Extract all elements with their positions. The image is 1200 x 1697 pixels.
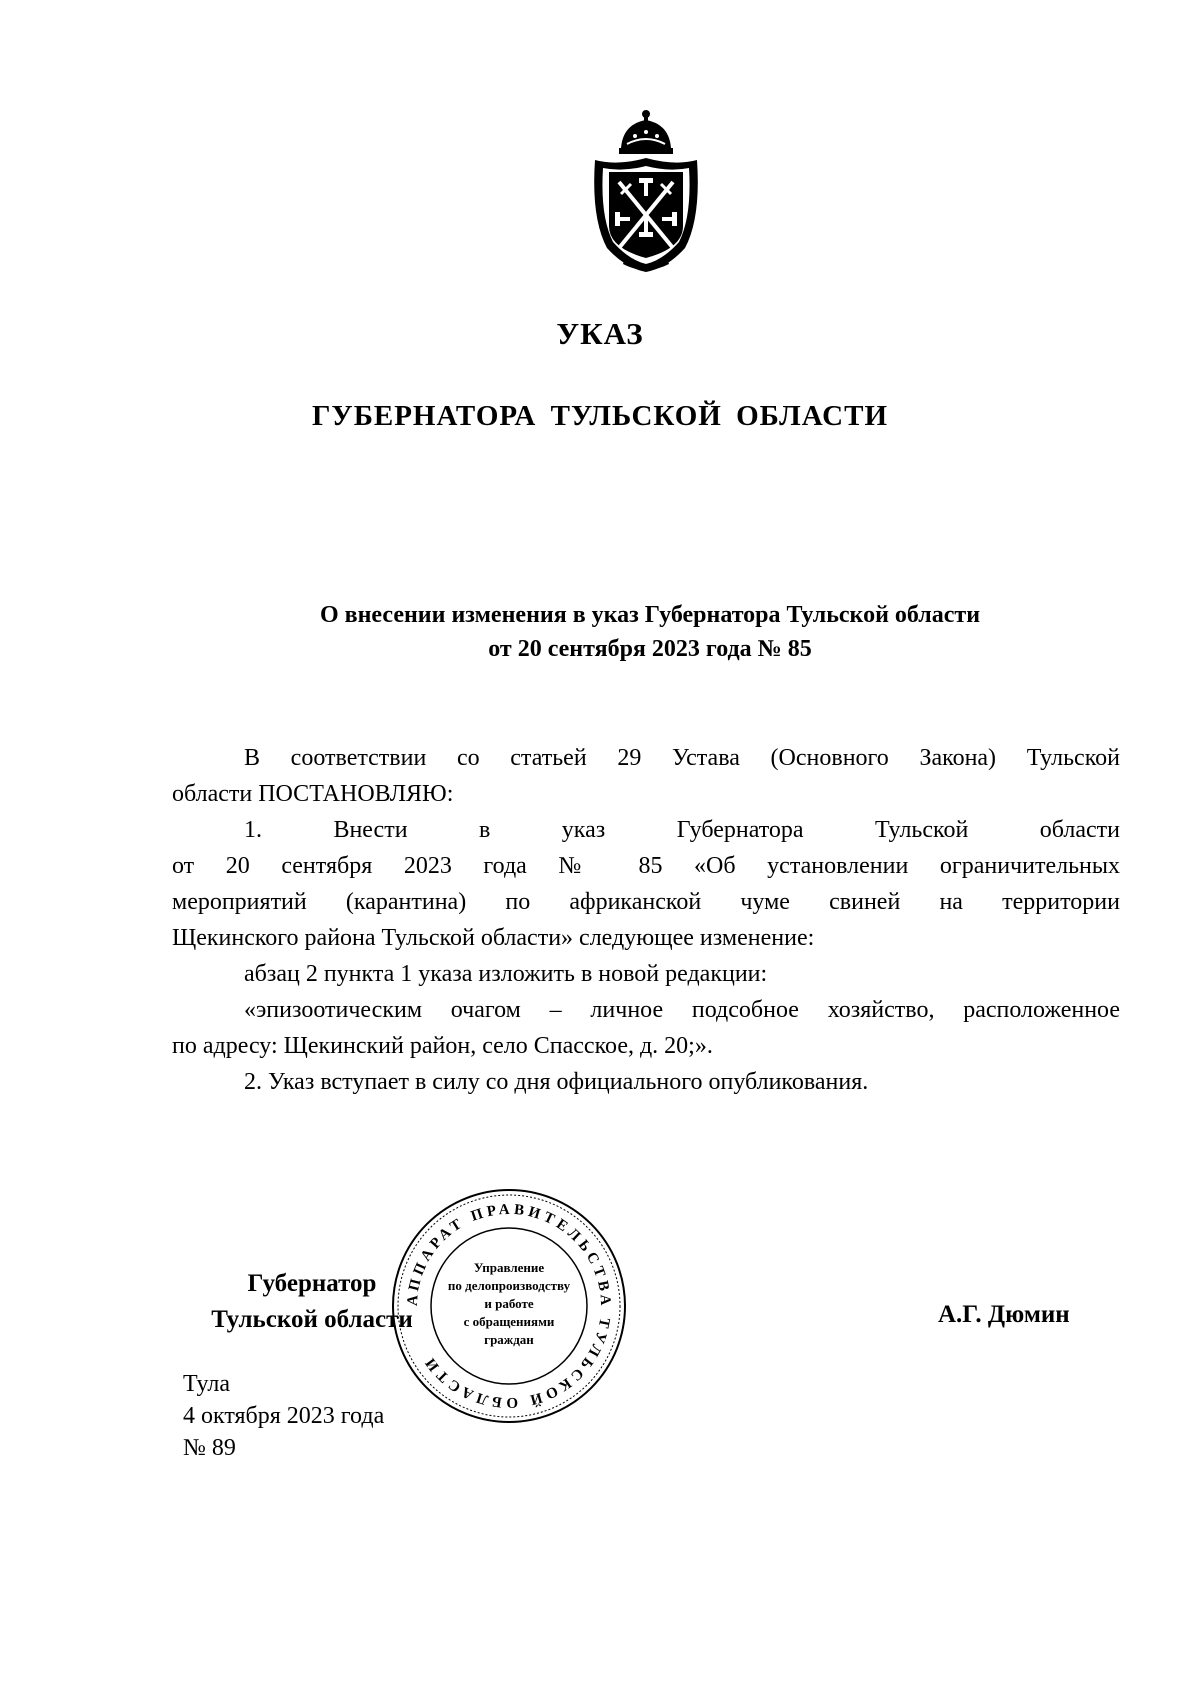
signatory-title-line: Губернатор bbox=[247, 1270, 377, 1297]
item-1-line: Щекинского района Тульской области» следующее изменение: bbox=[172, 925, 815, 951]
subject-line: от 20 сентября 2023 года № 85 bbox=[488, 636, 812, 662]
preamble-line: области ПОСТАНОВЛЯЮ: bbox=[172, 781, 454, 807]
item-1-line: мероприятий (карантина) по африканской чуме свиней на территории bbox=[172, 889, 1120, 915]
word: указ bbox=[561, 817, 606, 843]
document-type-title: УКАЗ bbox=[556, 316, 644, 351]
quote-line: по адресу: Щекинский район, село Спасское, д. 20;». bbox=[172, 1033, 713, 1059]
item-1-first-line bbox=[244, 812, 1120, 848]
item-2-line: 2. Указ вступает в силу со дня официального опубликования. bbox=[244, 1069, 869, 1095]
official-stamp bbox=[389, 1186, 629, 1426]
subject-line: О внесении изменения в указ Губернатора Тульской области bbox=[319, 602, 981, 628]
item-1-line: абзац 2 пункта 1 указа изложить в новой редакции: bbox=[244, 961, 768, 987]
signatory-title-line: Тульской области bbox=[211, 1306, 413, 1333]
stamp-inner-line: и работе bbox=[484, 1296, 534, 1311]
quote-line: «эпизоотическим очагом – личное подсобное хозяйство, расположенное bbox=[244, 997, 1120, 1023]
word: Губернатора bbox=[676, 817, 804, 843]
issuer-title: ГУБЕРНАТОРА ТУЛЬСКОЙ ОБЛАСТИ bbox=[311, 400, 889, 432]
place: Тула bbox=[183, 1371, 231, 1397]
date: 4 октября 2023 года bbox=[183, 1403, 385, 1429]
stamp-inner-line: с обращениями bbox=[463, 1314, 555, 1329]
item-1-line: от 20 сентября 2023 года № 85 «Об установлении ограничительных bbox=[172, 853, 1120, 879]
signatory-name: А.Г. Дюмин bbox=[938, 1301, 1070, 1328]
word: области bbox=[1039, 817, 1120, 843]
word: Тульской bbox=[875, 817, 969, 843]
word: Внести bbox=[333, 817, 408, 843]
stamp-ring-text: АППАРАТ ПРАВИТЕЛЬСТВА ТУЛЬСКОЙ ОБЛАСТИ bbox=[404, 1201, 614, 1411]
word: в bbox=[479, 817, 491, 843]
stamp-inner-line: по делопроизводству bbox=[447, 1278, 571, 1293]
stamp-inner-line: граждан bbox=[484, 1332, 534, 1347]
coat-of-arms-icon bbox=[585, 108, 707, 276]
preamble-line: В соответствии со статьей 29 Устава (Основного Закона) Тульской bbox=[244, 745, 1120, 771]
document-number: № 89 bbox=[183, 1435, 236, 1461]
word: 1. bbox=[244, 817, 262, 843]
crown-icon bbox=[619, 110, 673, 154]
subject-heading bbox=[200, 598, 1100, 666]
stamp-inner-line: Управление bbox=[473, 1260, 545, 1275]
